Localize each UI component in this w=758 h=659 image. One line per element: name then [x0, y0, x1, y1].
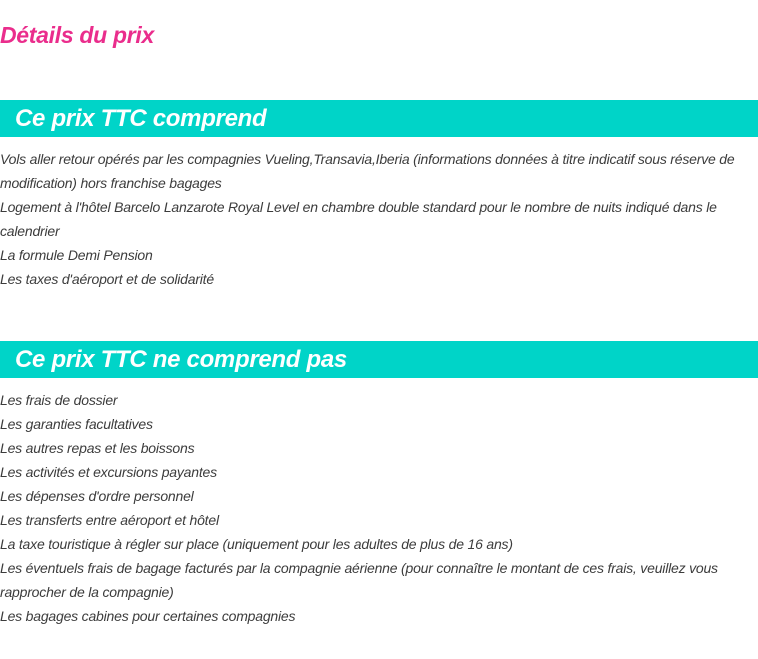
included-heading: Ce prix TTC comprend: [15, 105, 267, 132]
excluded-heading: Ce prix TTC ne comprend pas: [15, 346, 347, 373]
included-item: La formule Demi Pension: [0, 247, 153, 263]
included-item: Logement à l'hôtel Barcelo Lanzarote Royal Level en chambre double standard pour le nombre de nuits indiqué dans le calendrier: [0, 199, 717, 239]
excluded-item: Les transferts entre aéroport et hôtel: [0, 512, 219, 528]
excluded-item: Les bagages cabines pour certaines compagnies: [0, 608, 296, 624]
excluded-item: La taxe touristique à régler sur place (uniquement pour les adultes de plus de 16 ans): [0, 536, 513, 552]
excluded-item: Les frais de dossier: [0, 392, 118, 408]
excluded-item: Les dépenses d'ordre personnel: [0, 488, 194, 504]
excluded-list: [0, 388, 755, 628]
excluded-section-header: [0, 341, 758, 378]
excluded-item: Les autres repas et les boissons: [0, 440, 195, 456]
included-list: [0, 147, 755, 291]
included-section-header: [0, 100, 758, 137]
excluded-item: Les garanties facultatives: [0, 416, 153, 432]
included-item: Les taxes d'aéroport et de solidarité: [0, 271, 214, 287]
excluded-item: Les éventuels frais de bagage facturés par la compagnie aérienne (pour connaître le montant de ces frais, veuillez vous rapprocher de la compagnie): [0, 560, 718, 600]
page-title: Détails du prix: [0, 22, 154, 48]
excluded-item: Les activités et excursions payantes: [0, 464, 217, 480]
included-item: Vols aller retour opérés par les compagnies Vueling,Transavia,Iberia (informations données à titre indicatif sous réserve de modification) hors franchise bagages: [0, 151, 735, 191]
